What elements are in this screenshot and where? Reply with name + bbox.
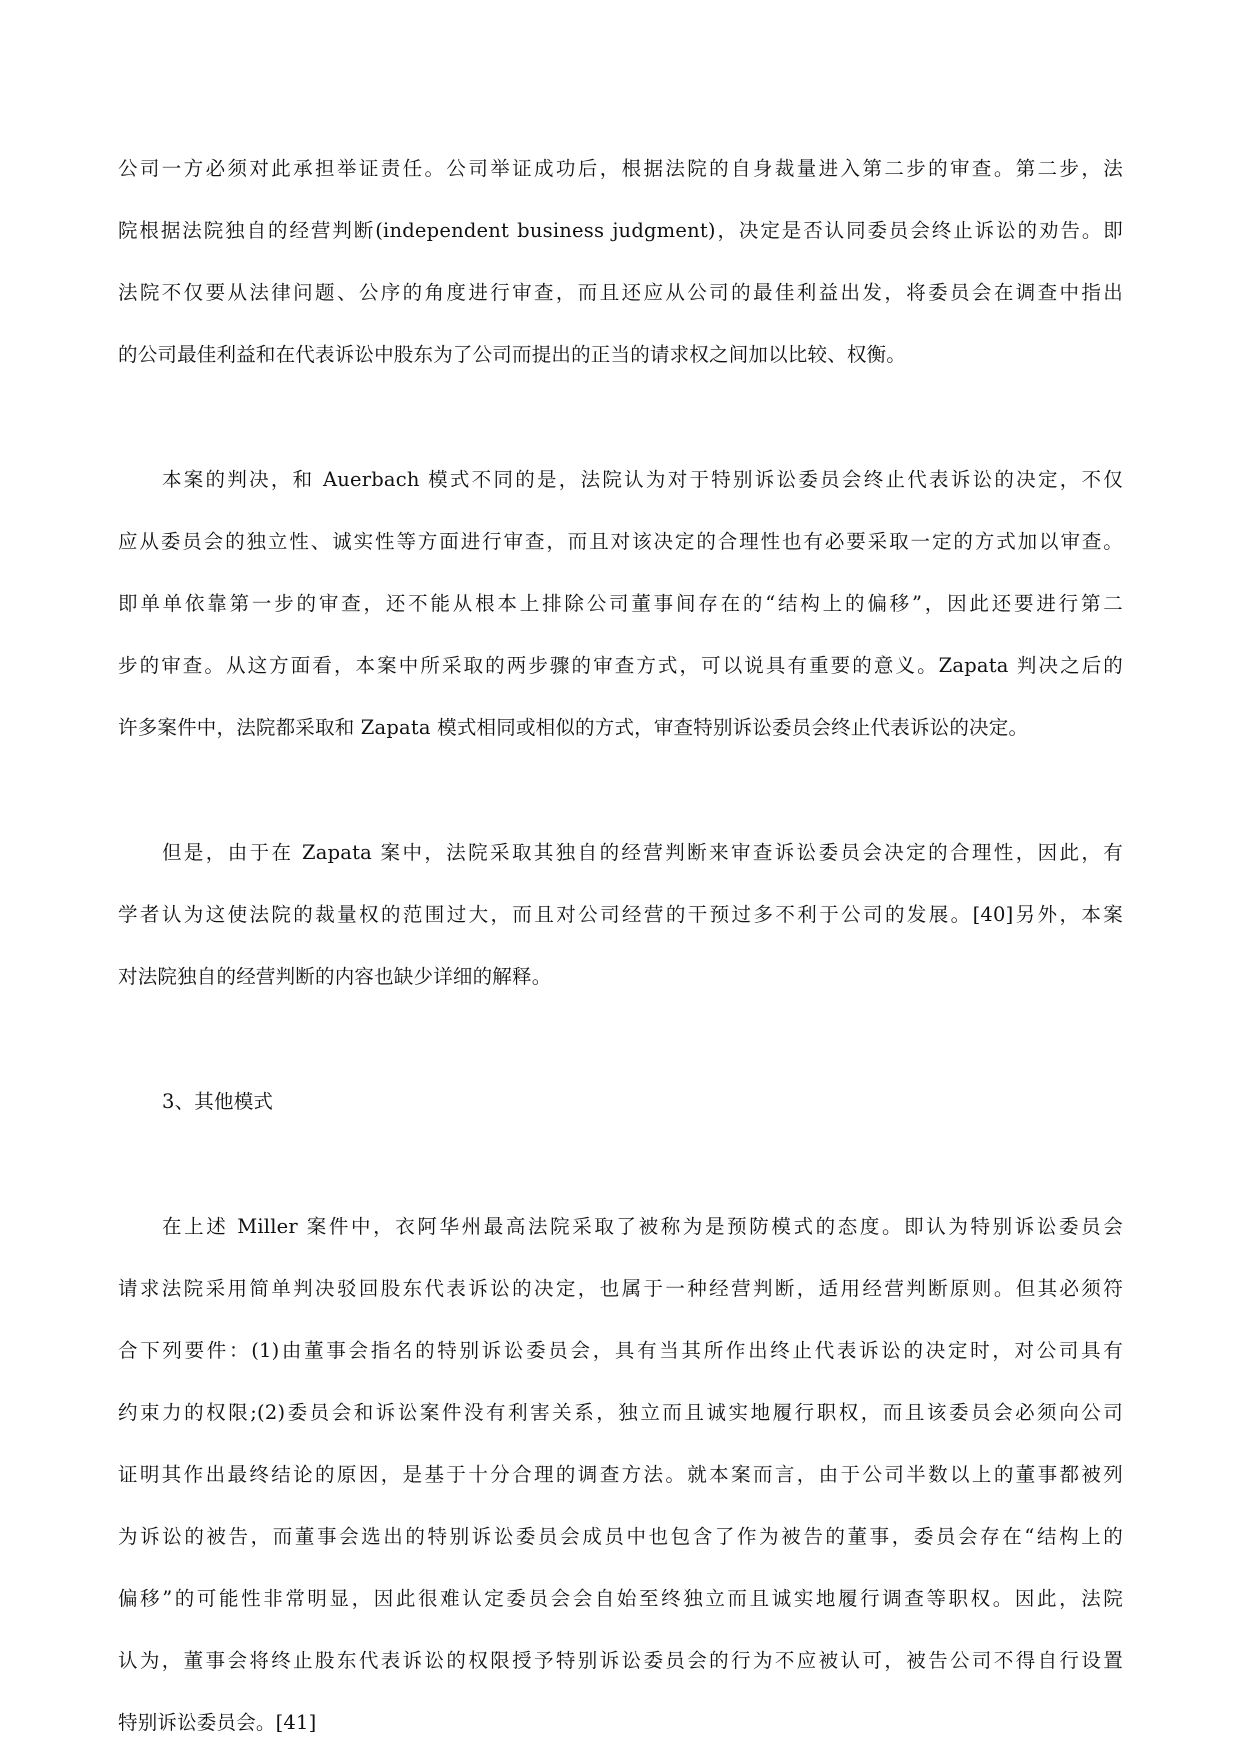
text-line: 院根据法院独自的经营判断(independent business judgment)，决定是否认同委员会终止诉讼的劝告。即 <box>118 219 1123 242</box>
heading-text: 3、其他模式 <box>162 1090 274 1113</box>
text-line: 约束力的权限;(2)委员会和诉讼案件没有利害关系，独立而且诚实地履行职权，而且该委员会必须向公司 <box>118 1401 1123 1424</box>
text-line: 许多案件中，法院都采取和 Zapata 模式相同或相似的方式，审查特别诉讼委员会终止代表诉讼的决定。 <box>118 716 1029 739</box>
paragraph-3 <box>118 822 1123 1008</box>
paragraph-1 <box>118 138 1123 386</box>
text-line: 合下列要件：(1)由董事会指名的特别诉讼委员会，具有当其所作出终止代表诉讼的决定时，对公司具有 <box>118 1339 1123 1362</box>
text-line: 学者认为这使法院的裁量权的范围过大，而且对公司经营的干预过多不利于公司的发展。[40]另外，本案 <box>118 903 1123 926</box>
paragraph-5 <box>118 1196 1123 1754</box>
text-line: 特别诉讼委员会。[41] <box>118 1711 317 1734</box>
text-line: 证明其作出最终结论的原因，是基于十分合理的调查方法。就本案而言，由于公司半数以上的董事都被列 <box>118 1463 1123 1486</box>
text-line: 对法院独自的经营判断的内容也缺少详细的解释。 <box>118 965 552 988</box>
text-line: 的公司最佳利益和在代表诉讼中股东为了公司而提出的正当的请求权之间加以比较、权衡。 <box>118 343 907 366</box>
text-line: 公司一方必须对此承担举证责任。公司举证成功后，根据法院的自身裁量进入第二步的审查。第二步，法 <box>118 157 1123 180</box>
text-line: 法院不仅要从法律问题、公序的角度进行审查，而且还应从公司的最佳利益出发，将委员会在调查中指出 <box>118 281 1123 304</box>
text-line: 偏移”的可能性非常明显，因此很难认定委员会会自始至终独立而且诚实地履行调查等职权。因此，法院 <box>118 1587 1123 1610</box>
paragraph-2 <box>118 449 1123 759</box>
text-line: 即单单依靠第一步的审查，还不能从根本上排除公司董事间存在的“结构上的偏移”，因此还要进行第二 <box>118 592 1123 615</box>
document-page <box>118 138 1123 1754</box>
text-line: 在上述 Miller 案件中，衣阿华州最高法院采取了被称为是预防模式的态度。即认为特别诉讼委员会 <box>162 1215 1123 1238</box>
text-line: 认为，董事会将终止股东代表诉讼的权限授予特别诉讼委员会的行为不应被认可，被告公司不得自行设置 <box>118 1649 1123 1672</box>
text-line: 但是，由于在 Zapata 案中，法院采取其独自的经营判断来审查诉讼委员会决定的合理性，因此，有 <box>162 841 1123 864</box>
text-line: 请求法院采用简单判决驳回股东代表诉讼的决定，也属于一种经营判断，适用经营判断原则。但其必须符 <box>118 1277 1123 1300</box>
text-line: 步的审查。从这方面看，本案中所采取的两步骤的审查方式，可以说具有重要的意义。Zapata 判决之后的 <box>118 654 1123 677</box>
text-line: 本案的判决，和 Auerbach 模式不同的是，法院认为对于特别诉讼委员会终止代表诉讼的决定，不仅 <box>162 468 1123 491</box>
section-heading <box>118 1071 1123 1133</box>
text-line: 应从委员会的独立性、诚实性等方面进行审查，而且对该决定的合理性也有必要采取一定的方式加以审查。 <box>118 530 1123 553</box>
text-line: 为诉讼的被告，而董事会选出的特别诉讼委员会成员中也包含了作为被告的董事，委员会存在“结构上的 <box>118 1525 1123 1548</box>
